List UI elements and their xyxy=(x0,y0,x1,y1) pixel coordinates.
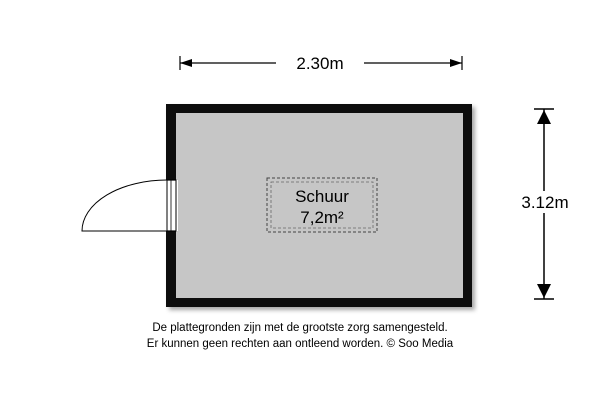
room-name: Schuur xyxy=(295,187,349,206)
arrow-up-icon xyxy=(537,110,551,124)
disclaimer-line-1: De plattegronden zijn met de grootste zorg samengesteld. xyxy=(152,322,448,334)
door xyxy=(82,180,178,231)
height-label: 3.12m xyxy=(521,193,569,212)
height-dimension xyxy=(502,109,586,299)
arrow-left-icon xyxy=(180,59,192,67)
arrow-down-icon xyxy=(537,284,551,298)
disclaimer xyxy=(0,320,600,352)
room-area: 7,2m² xyxy=(300,208,344,227)
door-swing-arc xyxy=(82,180,167,231)
arrow-right-icon xyxy=(450,59,462,67)
disclaimer-line-2: Er kunnen geen rechten aan ontleend worden. © Soo Media xyxy=(146,338,454,350)
width-label: 2.30m xyxy=(296,54,344,73)
width-dimension xyxy=(180,52,462,74)
